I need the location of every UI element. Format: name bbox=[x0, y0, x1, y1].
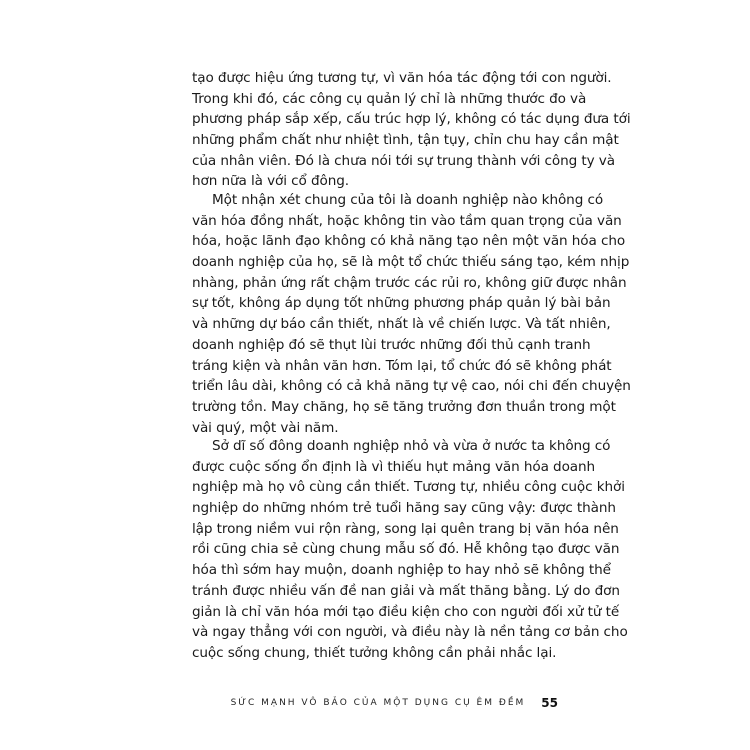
text-line: và những dự báo cần thiết, nhất là về chiến lược. Và tất nhiên, bbox=[192, 316, 611, 333]
text-line: nhàng, phản ứng rất chậm trước các rủi ro, không giữ được nhân bbox=[192, 274, 627, 291]
page-number: 55 bbox=[541, 696, 558, 710]
text-line: phương pháp sắp xếp, cấu trúc hợp lý, không có tác dụng đưa tới bbox=[192, 111, 631, 128]
text-line: Sở dĩ số đông doanh nghiệp nhỏ và vừa ở nước ta không có bbox=[212, 438, 611, 454]
paragraph-2 bbox=[192, 190, 631, 438]
text-line: sự tốt, không áp dụng tốt những phương pháp quản lý bài bản bbox=[192, 295, 611, 312]
text-line: nghiệp do những nhóm trẻ tuổi hăng say cũng vậy: được thành bbox=[192, 500, 616, 517]
text-line: Một nhận xét chung của tôi là doanh nghiệp nào không có bbox=[212, 192, 604, 208]
text-line: doanh nghiệp của họ, sẽ là một tổ chức thiếu sáng tạo, kém nhịp bbox=[192, 254, 630, 271]
text-line: những phẩm chất như nhiệt tình, tận tụy, chỉn chu hay cần mật bbox=[192, 132, 619, 149]
text-line: và ngay thẳng với con người, và điều này là nền tảng cơ bản cho bbox=[192, 624, 628, 641]
text-line: hơn nữa là với cổ đông. bbox=[192, 173, 349, 190]
text-line: cuộc sống chung, thiết tưởng không cần phải nhắc lại. bbox=[192, 644, 557, 661]
text-line: giản là chỉ văn hóa mới tạo điều kiện cho con người đối xử tử tế bbox=[192, 603, 620, 620]
paragraph-1 bbox=[192, 68, 631, 192]
text-line: lập trong niềm vui rộn ràng, song lại quên trang bị văn hóa nên bbox=[192, 520, 619, 537]
text-line: tạo được hiệu ứng tương tự, vì văn hóa tác động tới con người. bbox=[192, 70, 612, 86]
text-line: tránh được nhiều vấn đề nan giải và mất thăng bằng. Lý do đơn bbox=[192, 582, 620, 599]
paragraph-3 bbox=[192, 436, 628, 664]
running-head: SỨC MẠNH VÔ BẢO CỦA MỘT DỤNG CỤ ÊM ĐỀM bbox=[230, 698, 526, 708]
text-line: tráng kiện và nhân văn hơn. Tóm lại, tổ chức đó sẽ không phát bbox=[192, 357, 612, 374]
text-line: vài quý, một vài năm. bbox=[192, 419, 339, 436]
text-line: rồi cũng chia sẻ cùng chung mẫu số đó. Hễ không tạo được văn bbox=[192, 541, 620, 558]
text-line: Trong khi đó, các công cụ quản lý chỉ là những thước đo và bbox=[192, 90, 587, 107]
text-line: của nhân viên. Đó là chưa nói tới sự trung thành với công ty và bbox=[192, 152, 615, 169]
text-line: triển lâu dài, không có cả khả năng tự vệ cao, nói chi đến chuyện bbox=[192, 378, 631, 395]
text-line: doanh nghiệp đó sẽ thụt lùi trước những đối thủ cạnh tranh bbox=[192, 336, 591, 353]
text-line: hóa thì sớm hay muộn, doanh nghiệp to hay nhỏ sẽ không thể bbox=[192, 562, 611, 579]
text-line: nghiệp mà họ vô cùng cần thiết. Tương tự, nhiều công cuộc khởi bbox=[192, 479, 625, 496]
text-line: được cuộc sống ổn định là vì thiếu hụt mảng văn hóa doanh bbox=[192, 458, 596, 475]
page-footer bbox=[230, 696, 558, 710]
text-line: hóa, hoặc lãnh đạo không có khả năng tạo nên một văn hóa cho bbox=[192, 233, 626, 250]
text-line: văn hóa đồng nhất, hoặc không tin vào tầm quan trọng của văn bbox=[192, 212, 622, 229]
text-line: trường tồn. May chăng, họ sẽ tăng trưởng đơn thuần trong một bbox=[192, 398, 616, 415]
